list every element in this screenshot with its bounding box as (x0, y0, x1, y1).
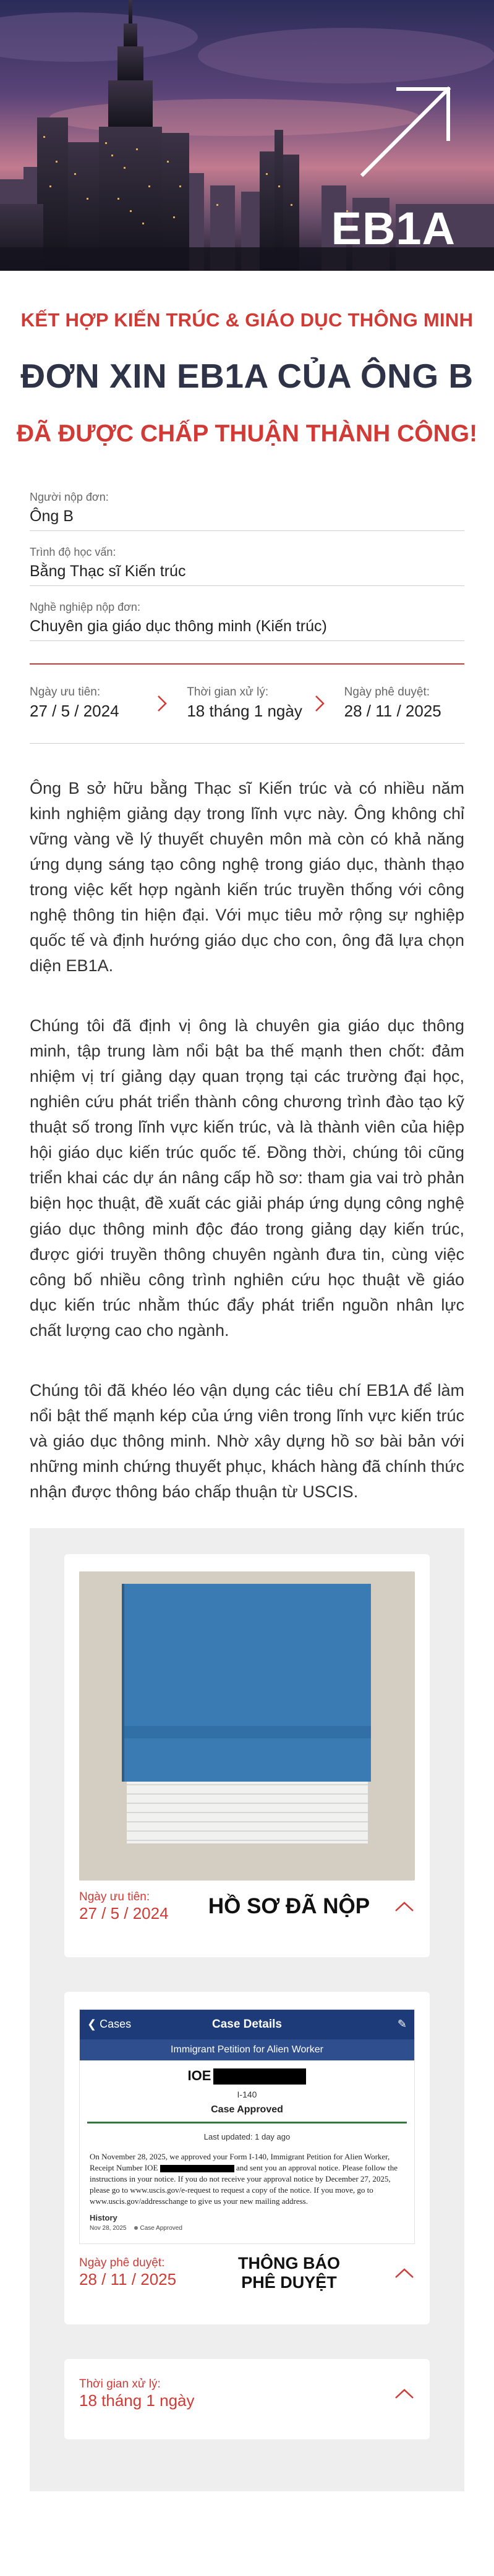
case-timeline (0, 665, 494, 721)
last-updated: Last updated: 1 day ago (203, 2132, 291, 2141)
card-media (64, 1992, 430, 2244)
field-value: Chuyên gia giáo dục thông minh (Kiến trúc) (30, 618, 464, 641)
success-subtitle: ĐÃ ĐƯỢC CHẤP THUẬN THÀNH CÔNG! (16, 420, 478, 447)
education-row (30, 546, 464, 586)
field-value: Bằng Thạc sĩ Kiến trúc (30, 563, 464, 586)
chevron-up-icon[interactable] (381, 2387, 415, 2400)
card-media (64, 1554, 430, 1881)
case-story (0, 744, 494, 1505)
back-button: ❮ Cases (87, 2018, 132, 2031)
card-meta-value: 27 / 5 / 2024 (79, 1903, 169, 1923)
card-meta-label: Thời gian xử lý: (79, 2377, 161, 2391)
form-number: I-140 (237, 2089, 257, 2099)
headline-block (0, 271, 494, 448)
history-title: History (90, 2213, 117, 2222)
submitted-file-card[interactable] (64, 1554, 430, 1957)
occupation-row (30, 601, 464, 641)
status-divider (87, 2122, 407, 2123)
processing-time (174, 686, 307, 721)
applicant-info (0, 491, 494, 641)
history-event-wrap (134, 2225, 182, 2232)
card-meta (79, 2256, 197, 2289)
screen-title: Case Details (211, 2017, 282, 2031)
binder-photo (79, 1571, 415, 1881)
bullet-icon (134, 2226, 138, 2230)
redaction-bar (160, 2165, 234, 2172)
chevron-right-icon (307, 694, 332, 713)
case-status: Case Approved (211, 2104, 283, 2115)
timeline-value: 28 / 11 / 2025 (344, 702, 441, 720)
case-type: Immigrant Petition for Alien Worker (80, 2039, 414, 2060)
pencil-icon: ✎ (397, 2018, 407, 2031)
paragraph-strategy: Chúng tôi đã định vị ông là chuyên gia giáo dục thông minh, tập trung làm nổi bật ba thế mạnh then chốt: đảm nhiệm vị trí giảng dạy quan trọng tại các trường đại học, nghiên cứu phát triển thành công chương trình đào tạo kỹ thuật số trong lĩnh vực kiến trúc, và là thành viên của hiệp hội giáo dục kiến trúc quốc tế. Đồng thời, chúng tôi cũng triển khai các dự án nâng cấp hồ sơ: tham gia vai trò phản biện học thuật, đề xuất các giải pháp ứng dụng công nghệ giáo dục thông minh độc đáo trong giảng dạy kiến trúc, được giới truyền thông chuyên ngành đưa tin, cùng việc công bố nhiều công trình nghiên cứu học thuật về giáo dục kiến trúc nhằm thúc đẩy phát triển nguồn nhân lực chất lượng cao cho ngành. (30, 1016, 464, 1340)
card-meta-label: Ngày phê duyệt: (79, 2256, 165, 2270)
card-meta-value: 18 tháng 1 ngày (79, 2391, 195, 2410)
card-meta-label: Ngày ưu tiên: (79, 1890, 150, 1903)
redaction-bar (213, 2068, 306, 2085)
field-label: Trình độ học vấn: (30, 546, 116, 558)
card-footer (64, 1881, 430, 1923)
diagonal-arrow-up-right-icon (359, 85, 452, 178)
approval-message: On November 28, 2025, we approved your Form I-140, Immigrant Petition for Alien Worker, Receipt Number IOE and sent you an approval notice. Please follow the instructions in your notice. If you do not receive your approval notice by December 27, 2025, please go to www.uscis.gov/e-request to request a copy of the notice. If you move, go to www.uscis.gov/addresschange to give us your new mailing address. (90, 2152, 398, 2206)
history-date: Nov 28, 2025 (90, 2224, 127, 2232)
timeline-label: Ngày phê duyệt: (344, 686, 430, 699)
receipt-number: IOE (80, 2068, 414, 2085)
chevron-right-icon (150, 694, 174, 713)
history-entry (90, 2225, 404, 2232)
timeline-label: Ngày ưu tiên: (30, 686, 101, 699)
chevron-up-icon[interactable] (381, 2267, 415, 2279)
chevron-left-icon: ❮ (87, 2018, 97, 2031)
evidence-gallery (30, 1528, 464, 2491)
case-history (80, 2207, 414, 2232)
field-label: Nghề nghiệp nộp đơn: (30, 601, 140, 613)
card-footer (64, 2359, 430, 2410)
card-meta (79, 1890, 197, 1923)
applicant-name-row (30, 491, 464, 531)
brand-logo-text: EB1A (331, 203, 456, 254)
chevron-up-icon[interactable] (381, 1900, 415, 1913)
processing-time-card[interactable] (64, 2359, 430, 2439)
approval-notice-card[interactable] (64, 1992, 430, 2324)
timeline-label: Thời gian xử lý: (187, 686, 269, 699)
card-caption: HỒ SƠ ĐÃ NỘP (208, 1894, 370, 1919)
card-caption: THÔNG BÁO PHÊ DUYỆT (238, 2253, 340, 2292)
paragraph-background: Ông B sở hữu bằng Thạc sĩ Kiến trúc và có nhiều năm kinh nghiệm giảng dạy trong lĩnh vực này. Ông không chỉ vững vàng về lý thuyết chuyên môn mà còn có khả năng ứng dụng sáng tạo công nghệ trong giáo dục, thành thạo trong việc kết hợp ngành kiến trúc truyền thống với công nghệ thông tin hiện đại. Với mục tiêu mở rộng sự nghiệp quốc tế và định hướng giáo dục cho con, ông đã lựa chọn diện EB1A. (30, 779, 464, 976)
app-header (80, 2010, 414, 2039)
page-title: ĐƠN XIN EB1A CỦA ÔNG B (20, 357, 474, 395)
hero-banner (0, 0, 494, 271)
priority-date (30, 686, 150, 721)
card-meta-value: 28 / 11 / 2025 (79, 2270, 177, 2289)
field-label: Người nộp đơn: (30, 491, 109, 503)
timeline-value: 27 / 5 / 2024 (30, 702, 119, 720)
paragraph-result: Chúng tôi đã khéo léo vận dụng các tiêu chí EB1A để làm nổi bật thế mạnh kép của ứng viên trong lĩnh vực kiến trúc và giáo dục thông minh. Nhờ xây dựng hồ sơ bài bản với những minh chứng thuyết phục, khách hàng đã chính thức nhận được thông báo chấp thuận từ USCIS. (30, 1380, 464, 1501)
card-meta (79, 2378, 381, 2410)
field-value: Ông B (30, 508, 464, 531)
kicker-heading: KẾT HỢP KIẾN TRÚC & GIÁO DỤC THÔNG MINH (20, 309, 474, 331)
uscis-case-status-screenshot (79, 2009, 415, 2244)
history-event: Case Approved (140, 2224, 182, 2232)
approval-date (332, 686, 464, 721)
timeline-value: 18 tháng 1 ngày (187, 702, 302, 720)
card-footer (64, 2244, 430, 2292)
